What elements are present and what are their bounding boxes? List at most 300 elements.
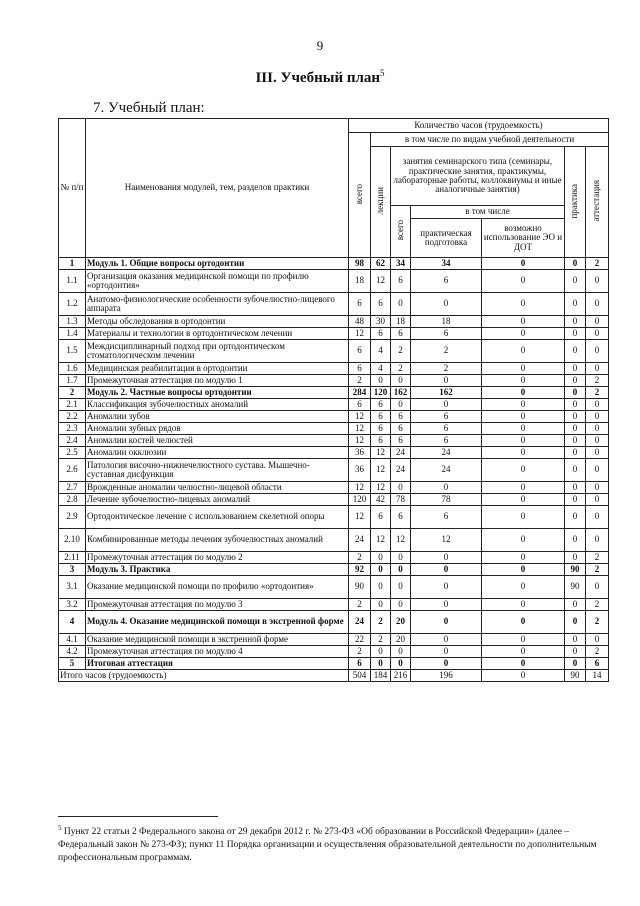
table-row [59,375,609,387]
row-name: Промежуточная аттестация по модулю 1 [86,375,349,387]
row-lectures: 62 [371,258,391,270]
row-total: 90 [349,576,371,599]
row-total: 92 [349,564,371,576]
row-name: Модуль 4. Оказание медицинской помощи в экстренной форме [86,611,349,634]
row-remote: 0 [482,258,565,270]
row-seminar: 78 [391,494,411,506]
row-attestation: 0 [586,506,609,529]
row-num: 2.1 [59,399,86,411]
footnote-number: 5 [58,824,62,832]
row-total: 6 [349,658,371,670]
table-row [59,316,609,328]
header-seminar-total [391,206,411,258]
row-num: 3.1 [59,576,86,599]
row-seminar: 6 [391,506,411,529]
row-remote: 0 [482,552,565,564]
row-name: Оказание медицинской помощи по профилю «ортодонтия» [86,576,349,599]
row-num: 1 [59,258,86,270]
row-remote: 0 [482,399,565,411]
row-attestation: 0 [586,316,609,328]
row-remote: 0 [482,529,565,552]
totals-remote: 0 [482,670,565,682]
row-attestation: 2 [586,564,609,576]
row-name: Ортодонтическое лечение с использованием скелетной опоры [86,506,349,529]
row-remote: 0 [482,435,565,447]
row-name: Промежуточная аттестация по модулю 2 [86,552,349,564]
header-hours: Количество часов (трудоемкость) [349,119,609,133]
row-lectures: 6 [371,411,391,423]
table-row [59,411,609,423]
row-name: Аномалии зубных рядов [86,423,349,435]
header-practical-training: практическая подготовка [411,219,482,258]
row-name: Материалы и технологии в ортодонтическом лечении [86,328,349,340]
row-attestation: 0 [586,270,609,293]
row-total: 2 [349,646,371,658]
row-num: 2.5 [59,447,86,459]
row-total: 12 [349,435,371,447]
table-row [59,576,609,599]
row-remote: 0 [482,316,565,328]
row-total: 18 [349,270,371,293]
row-practice: 0 [565,363,586,375]
row-remote: 0 [482,459,565,482]
row-total: 12 [349,328,371,340]
row-seminar: 0 [391,576,411,599]
row-num: 1.1 [59,270,86,293]
row-remote: 0 [482,375,565,387]
row-lectures: 4 [371,363,391,375]
row-practice: 0 [565,552,586,564]
header-incl-types: в том числе по видам учебной деятельности [371,133,609,147]
row-seminar: 0 [391,552,411,564]
row-practice: 0 [565,459,586,482]
row-num: 4.2 [59,646,86,658]
table-row [59,447,609,459]
row-lectures: 2 [371,611,391,634]
row-attestation: 0 [586,494,609,506]
table-body [59,258,609,670]
row-name: Методы обследования в ортодонтии [86,316,349,328]
row-seminar: 6 [391,423,411,435]
row-lectures: 0 [371,646,391,658]
row-total: 2 [349,375,371,387]
table-row [59,552,609,564]
row-remote: 0 [482,328,565,340]
row-num: 4 [59,611,86,634]
row-lectures: 30 [371,316,391,328]
row-lectures: 4 [371,340,391,363]
row-name: Организация оказания медицинской помощи по профилю «ортодонтия» [86,270,349,293]
row-total: 120 [349,494,371,506]
row-attestation: 0 [586,328,609,340]
row-remote: 0 [482,576,565,599]
table-row [59,611,609,634]
row-seminar: 2 [391,363,411,375]
row-attestation: 0 [586,363,609,375]
header-attestation-text: аттестация [591,179,602,222]
footnote-divider [58,816,218,817]
row-practice: 0 [565,494,586,506]
row-practical: 0 [411,399,482,411]
header-lectures [371,147,391,258]
header-num: № п/п [59,119,86,258]
table-row [59,634,609,646]
row-num: 2.10 [59,529,86,552]
row-seminar: 0 [391,293,411,316]
row-seminar: 0 [391,646,411,658]
row-lectures: 12 [371,482,391,494]
header-remote: возможно использование ЭО и ДОТ [482,219,565,258]
row-remote: 0 [482,447,565,459]
row-num: 2.9 [59,506,86,529]
row-lectures: 6 [371,506,391,529]
row-practice: 0 [565,316,586,328]
header-total [349,133,371,258]
row-remote: 0 [482,423,565,435]
table-row [59,423,609,435]
footnote [58,824,608,865]
row-practice: 0 [565,447,586,459]
row-seminar: 6 [391,328,411,340]
row-lectures: 0 [371,576,391,599]
row-name: Аномалии костей челюстей [86,435,349,447]
row-practical: 0 [411,634,482,646]
row-seminar: 24 [391,447,411,459]
row-total: 6 [349,399,371,411]
row-seminar: 24 [391,459,411,482]
row-total: 98 [349,258,371,270]
row-seminar: 0 [391,375,411,387]
row-seminar: 6 [391,435,411,447]
row-total: 2 [349,599,371,611]
row-name: Классификация зубочелюстных аномалий [86,399,349,411]
row-attestation: 2 [586,375,609,387]
row-practical: 0 [411,599,482,611]
footnote-text: Пункт 22 статьи 2 Федерального закона от 29 декабря 2012 г. № 273-ФЗ «Об образовании в Российской Федерации» (далее – Федеральный закон № 273-ФЗ); пункт 11 Порядка организации и осуществления образовательной деятельности по дополнительным профессиональным программам. [58,827,597,863]
row-name: Итоговая аттестация [86,658,349,670]
row-seminar: 18 [391,316,411,328]
row-practice: 0 [565,646,586,658]
row-remote: 0 [482,340,565,363]
row-practical: 0 [411,646,482,658]
header-attestation [586,147,609,258]
row-num: 5 [59,658,86,670]
row-name: Анатомо-физиологические особенности зубочелюстно-лицевого аппарата [86,293,349,316]
table-row [59,529,609,552]
row-num: 1.4 [59,328,86,340]
header-total-text: всего [353,183,364,204]
row-num: 1.3 [59,316,86,328]
row-total: 48 [349,316,371,328]
row-num: 2.3 [59,423,86,435]
table-row [59,658,609,670]
row-practical: 24 [411,447,482,459]
row-total: 24 [349,529,371,552]
row-seminar: 0 [391,564,411,576]
row-practice: 0 [565,375,586,387]
row-practice: 90 [565,564,586,576]
row-num: 2.4 [59,435,86,447]
row-practice: 0 [565,258,586,270]
row-total: 2 [349,552,371,564]
table-row [59,482,609,494]
totals-attestation: 14 [586,670,609,682]
row-total: 12 [349,411,371,423]
table-row [59,340,609,363]
totals-label: Итого часов (трудоемкость) [59,670,349,682]
row-practical: 2 [411,363,482,375]
row-attestation: 0 [586,423,609,435]
row-practice: 0 [565,270,586,293]
header-incl: в том числе [411,206,565,219]
row-name: Аномалии окклюзии [86,447,349,459]
row-name: Лечение зубочелюстно-лицевых аномалий [86,494,349,506]
row-lectures: 0 [371,552,391,564]
row-remote: 0 [482,363,565,375]
row-practical: 0 [411,552,482,564]
row-seminar: 20 [391,611,411,634]
totals-seminar: 216 [391,670,411,682]
row-practical: 6 [411,506,482,529]
row-attestation: 0 [586,459,609,482]
section-title [0,68,640,87]
row-practical: 12 [411,529,482,552]
row-remote: 0 [482,599,565,611]
table-row [59,494,609,506]
totals-practical: 196 [411,670,482,682]
row-practical: 6 [411,411,482,423]
row-practice: 0 [565,599,586,611]
row-name: Оказание медицинской помощи в экстренной форме [86,634,349,646]
row-lectures: 0 [371,599,391,611]
header-lectures-text: лекции [374,187,385,215]
table-row [59,270,609,293]
row-total: 12 [349,423,371,435]
table-row [59,564,609,576]
row-name: Аномалии зубов [86,411,349,423]
header-seminar-total-text: всего [394,220,405,241]
row-remote: 0 [482,506,565,529]
row-practical: 0 [411,611,482,634]
row-lectures: 6 [371,399,391,411]
row-lectures: 6 [371,423,391,435]
row-practice: 0 [565,529,586,552]
table-row [59,646,609,658]
row-practice: 0 [565,399,586,411]
row-practical: 0 [411,658,482,670]
row-lectures: 0 [371,564,391,576]
row-seminar: 2 [391,340,411,363]
row-remote: 0 [482,387,565,399]
row-practical: 0 [411,293,482,316]
row-attestation: 0 [586,447,609,459]
row-num: 1.6 [59,363,86,375]
row-seminar: 6 [391,411,411,423]
row-practical: 34 [411,258,482,270]
footnote-ref: 5 [380,68,385,78]
row-attestation: 2 [586,611,609,634]
table-row [59,506,609,529]
row-seminar: 0 [391,599,411,611]
row-num: 3.2 [59,599,86,611]
header-practice [565,147,586,258]
row-lectures: 42 [371,494,391,506]
row-name: Медицинская реабилитация в ортодонтии [86,363,349,375]
row-num: 1.2 [59,293,86,316]
row-lectures: 6 [371,328,391,340]
row-num: 2.2 [59,411,86,423]
row-num: 2.7 [59,482,86,494]
row-seminar: 12 [391,529,411,552]
row-lectures: 12 [371,447,391,459]
row-total: 6 [349,340,371,363]
row-practice: 0 [565,411,586,423]
row-practical: 0 [411,375,482,387]
row-remote: 0 [482,646,565,658]
row-practical: 0 [411,576,482,599]
header-practice-text: практика [569,183,580,219]
row-total: 12 [349,482,371,494]
row-seminar: 0 [391,399,411,411]
row-practical: 6 [411,328,482,340]
table-row [59,599,609,611]
row-lectures: 120 [371,387,391,399]
row-practice: 0 [565,423,586,435]
table-row [59,293,609,316]
row-attestation: 0 [586,634,609,646]
row-seminar: 0 [391,658,411,670]
row-lectures: 2 [371,634,391,646]
table-row [59,435,609,447]
row-attestation: 0 [586,482,609,494]
row-num: 1.5 [59,340,86,363]
row-num: 2.8 [59,494,86,506]
row-name: Модуль 1. Общие вопросы ортодонтии [86,258,349,270]
row-attestation: 2 [586,599,609,611]
row-lectures: 0 [371,658,391,670]
row-remote: 0 [482,658,565,670]
row-num: 1.7 [59,375,86,387]
row-practical: 24 [411,459,482,482]
table-row [59,363,609,375]
section-title-text: III. Учебный план [255,70,381,86]
row-practice: 0 [565,658,586,670]
page-number: 9 [316,38,324,53]
row-remote: 0 [482,293,565,316]
row-total: 6 [349,363,371,375]
row-total: 6 [349,293,371,316]
row-practice: 0 [565,506,586,529]
row-practice: 0 [565,482,586,494]
table-row [59,328,609,340]
row-attestation: 2 [586,387,609,399]
row-attestation: 0 [586,340,609,363]
row-remote: 0 [482,494,565,506]
row-practice: 0 [565,634,586,646]
row-name: Модуль 3. Практика [86,564,349,576]
table-row [59,459,609,482]
row-practice: 0 [565,340,586,363]
plan-heading: 7. Учебный план: [93,100,205,116]
row-lectures: 12 [371,459,391,482]
row-practical: 0 [411,564,482,576]
row-practical: 6 [411,435,482,447]
row-lectures: 12 [371,270,391,293]
row-remote: 0 [482,482,565,494]
row-total: 36 [349,447,371,459]
row-practice: 0 [565,293,586,316]
row-lectures: 12 [371,529,391,552]
row-lectures: 6 [371,293,391,316]
row-practical: 18 [411,316,482,328]
row-attestation: 0 [586,293,609,316]
row-remote: 0 [482,611,565,634]
row-practical: 78 [411,494,482,506]
row-practice: 0 [565,387,586,399]
table-row [59,387,609,399]
row-name: Промежуточная аттестация по модулю 3 [86,599,349,611]
row-attestation: 6 [586,658,609,670]
row-practice: 90 [565,576,586,599]
row-total: 36 [349,459,371,482]
row-num: 2 [59,387,86,399]
row-practical: 2 [411,340,482,363]
row-lectures: 0 [371,375,391,387]
row-seminar: 0 [391,482,411,494]
totals-practice: 90 [565,670,586,682]
row-practice: 0 [565,611,586,634]
table-row [59,399,609,411]
row-practical: 0 [411,482,482,494]
row-attestation: 2 [586,552,609,564]
row-remote: 0 [482,270,565,293]
row-practical: 6 [411,423,482,435]
row-name: Комбинированные методы лечения зубочелюстных аномалий [86,529,349,552]
row-attestation: 0 [586,576,609,599]
row-total: 24 [349,611,371,634]
row-name: Врожденные аномалии челюстно-лицевой области [86,482,349,494]
row-remote: 0 [482,411,565,423]
row-total: 284 [349,387,371,399]
row-name: Промежуточная аттестация по модулю 4 [86,646,349,658]
row-practice: 0 [565,328,586,340]
row-num: 2.11 [59,552,86,564]
row-attestation: 0 [586,435,609,447]
row-num: 3 [59,564,86,576]
curriculum-table [58,118,609,682]
row-total: 22 [349,634,371,646]
row-attestation: 2 [586,258,609,270]
row-seminar: 20 [391,634,411,646]
row-seminar: 162 [391,387,411,399]
row-attestation: 2 [586,646,609,658]
row-num: 2.6 [59,459,86,482]
row-name: Патология височно-нижнечелюстного сустава. Мышечно-суставная дисфункция [86,459,349,482]
totals-total: 504 [349,670,371,682]
row-remote: 0 [482,634,565,646]
totals-row [59,670,609,682]
row-total: 12 [349,506,371,529]
row-practical: 162 [411,387,482,399]
row-attestation: 0 [586,399,609,411]
row-remote: 0 [482,564,565,576]
header-name: Наименования модулей, тем, разделов практики [86,119,349,258]
row-lectures: 6 [371,435,391,447]
row-attestation: 0 [586,529,609,552]
row-attestation: 0 [586,411,609,423]
table-row [59,258,609,270]
row-practice: 0 [565,435,586,447]
